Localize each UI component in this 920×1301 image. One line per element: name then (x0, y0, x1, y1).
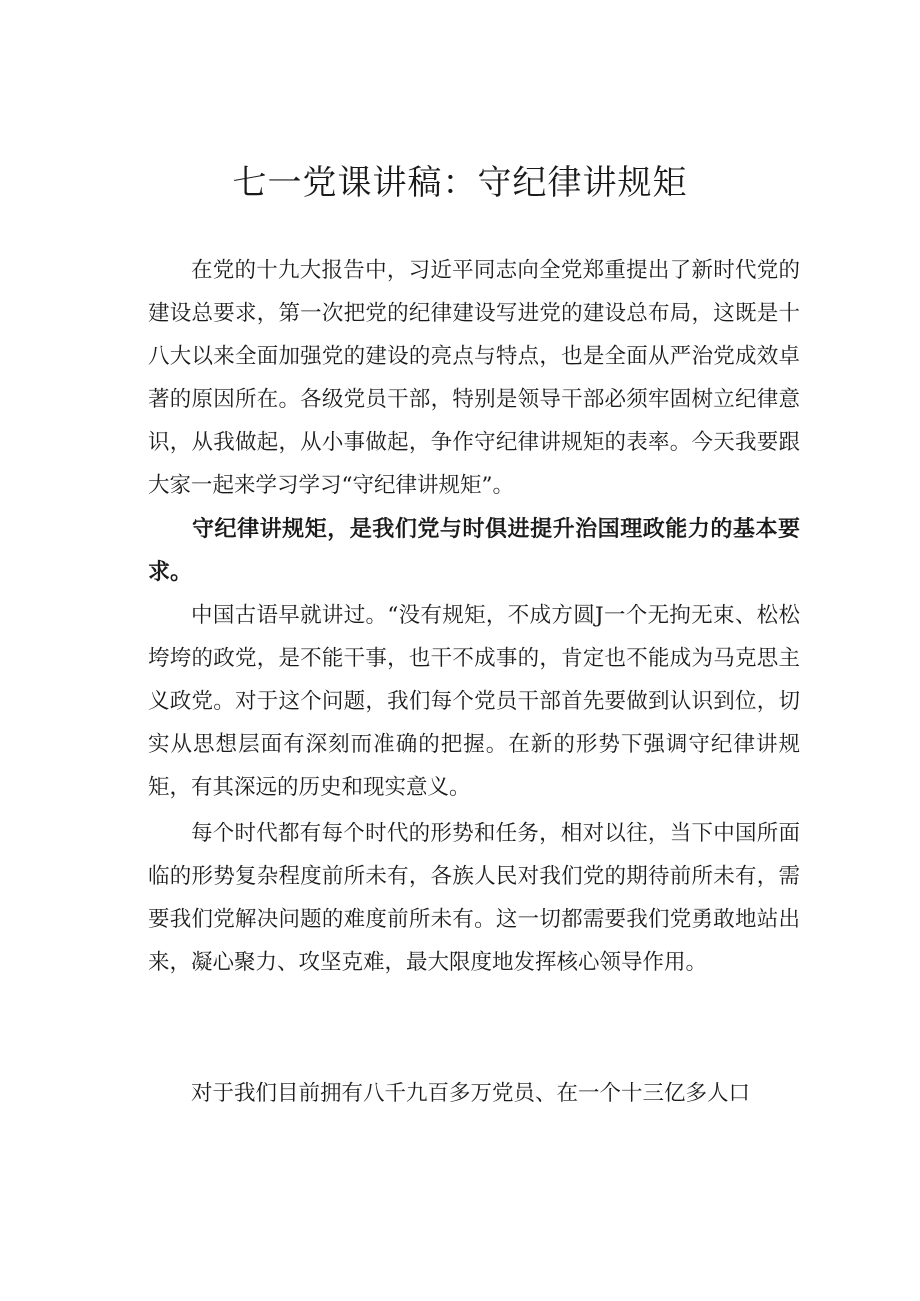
document-title: 七一党课讲稿：守纪律讲规矩 (232, 163, 688, 203)
paragraph-proverb: 中国古语早就讲过。“没有规矩，不成方圆J一个无拘无束、松松垮垮的政党，是不能干事，也干不成事的，肯定也不能成为马克思主义政党。对于这个问题，我们每个党员干部首先要做到认识到位，切实从思想层面有深刻而准确的把握。在新的形势下强调守纪律讲规矩，有其深远的历史和现实意义。 (148, 603, 800, 800)
paragraph-intro: 在党的十九大报告中，习近平同志向全党郑重提出了新时代党的建设总要求，第一次把党的纪律建设写进党的建设总布局，这既是十八大以来全面加强党的建设的亮点与特点，也是全面从严治党成效卓著的原因所在。各级党员干部，特别是领导干部必须牢固树立纪律意识，从我做起，从小事做起，争作守纪律讲规矩的表率。今天我要跟大家一起来学习学习“守纪律讲规矩”。 (148, 258, 800, 498)
paragraph-members: 对于我们目前拥有八千九百多万党员、在一个十三亿多人口 (191, 1081, 751, 1106)
section-heading: 守纪律讲规矩，是我们党与时俱进提升治国理政能力的基本要求。 (148, 517, 800, 585)
paragraph-era: 每个时代都有每个时代的形势和任务，相对以往，当下中国所面临的形势复杂程度前所未有，各族人民对我们党的期待前所未有，需要我们党解决问题的难度前所未有。这一切都需要我们党勇敢地站出来，凝心聚力、攻坚克难，最大限度地发挥核心领导作用。 (148, 821, 800, 975)
